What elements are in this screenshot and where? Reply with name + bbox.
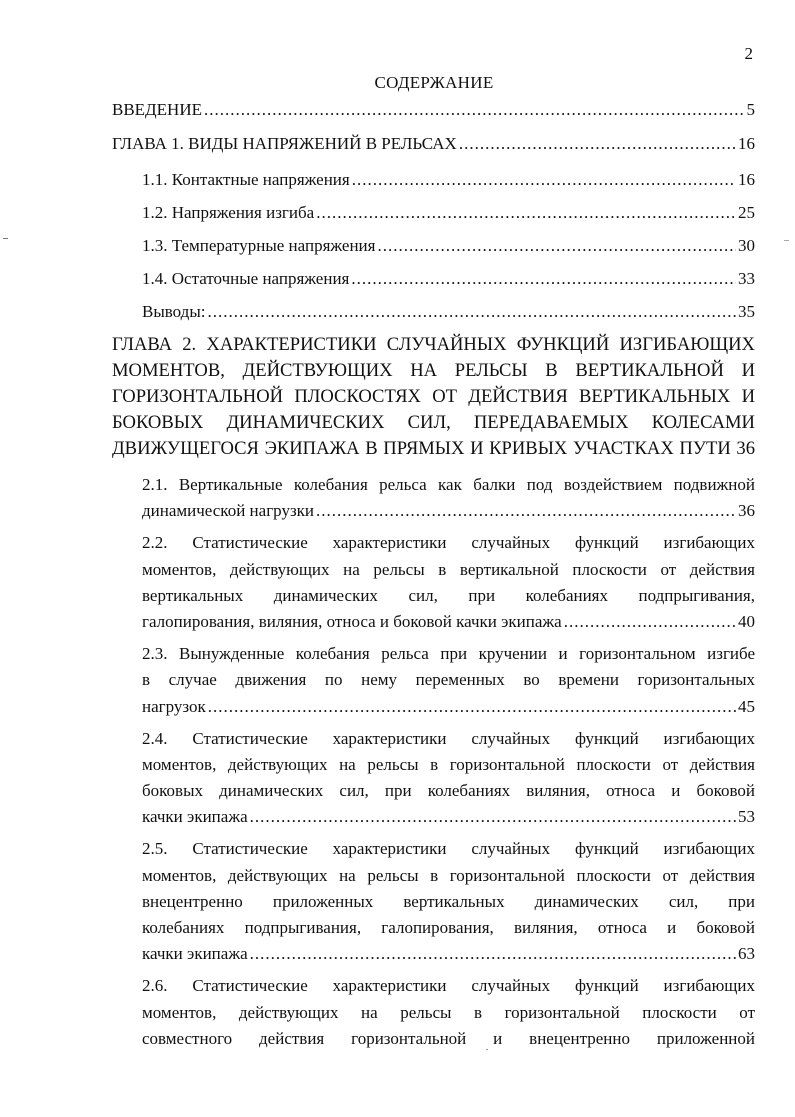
toc-entry-page: 5 (746, 100, 755, 119)
dot-leader (351, 265, 736, 293)
page-title: СОДЕРЖАНИЕ (374, 73, 494, 92)
dot-leader (250, 804, 736, 830)
section-text-line: 2.3. Вынужденные колебания рельса при кручении и горизонтальном изгибе (142, 644, 755, 664)
toc-entry-section[interactable] (112, 641, 755, 720)
dot-leader (459, 130, 736, 158)
toc-entry-page: 63 (738, 944, 755, 964)
section-text-line: 2.5. Статистические характеристики случайных функций изгибающих (142, 839, 755, 859)
toc-entry-page: 45 (738, 696, 755, 716)
toc-entry-page: 25 (738, 203, 755, 222)
chapter-title-line: МОМЕНТОВ, ДЕЙСТВУЮЩИХ НА РЕЛЬСЫ В ВЕРТИКАЛЬНОЙ И (112, 360, 755, 381)
dot-leader (250, 941, 736, 967)
toc-entry-page: 40 (738, 611, 755, 631)
section-text-line: моментов, действующих на рельсы в горизонтальной плоскости от действия (142, 865, 755, 885)
toc-entry-label: ГЛАВА 1. ВИДЫ НАПРЯЖЕНИЙ В РЕЛЬСАХ (112, 134, 457, 153)
toc-entry-label: качки экипажа (142, 807, 248, 827)
toc-entry-conclusions[interactable] (112, 298, 755, 326)
dot-leader (316, 199, 736, 227)
toc-entry-label: 1.2. Напряжения изгиба (142, 203, 315, 222)
toc-entry-label: 1.1. Контактные напряжения (142, 170, 350, 189)
scan-mark (486, 1049, 488, 1050)
dot-leader (377, 232, 736, 260)
section-text-line: совместного действия горизонтальной и внецентренно приложенной (142, 1028, 755, 1048)
toc-entry-page: 36 (738, 501, 755, 521)
dot-leader (204, 96, 745, 124)
section-text-line: 2.2. Статистические характеристики случайных функций изгибающих (142, 533, 755, 553)
toc-entry-section[interactable] (112, 530, 755, 635)
toc-entry-label: нагрузок (142, 696, 206, 716)
toc-entry-section[interactable] (112, 232, 755, 260)
toc-entry-page: 33 (738, 269, 755, 288)
table-of-contents (112, 96, 755, 1058)
toc-entry-label: 1.3. Температурные напряжения (142, 236, 376, 255)
section-text-line: моментов, действующих на рельсы в горизонтальной плоскости от (142, 1002, 755, 1022)
toc-entry-label: 1.4. Остаточные напряжения (142, 269, 350, 288)
toc-entry-label: ВВЕДЕНИЕ (112, 100, 202, 119)
toc-entry-page: 16 (738, 170, 755, 189)
section-text-line: 2.1. Вертикальные колебания рельса как балки под воздействием подвижной (142, 475, 755, 494)
toc-entry-chapter2[interactable] (112, 332, 755, 462)
toc-entry-section[interactable] (112, 973, 755, 1052)
toc-entry-chapter1[interactable] (112, 130, 755, 158)
page-number: 2 (744, 44, 753, 63)
section-text-line: моментов, действующих на рельсы в вертикальной плоскости от действия (142, 559, 755, 579)
dot-leader (316, 498, 736, 524)
toc-entry-section[interactable] (112, 265, 755, 293)
chapter-title-line: ГОРИЗОНТАЛЬНОЙ ПЛОСКОСТЯХ ОТ ДЕЙСТВИЯ ВЕРТИКАЛЬНЫХ И (112, 386, 755, 407)
chapter-title-line: ДВИЖУЩЕГОСЯ ЭКИПАЖА В ПРЯМЫХ И КРИВЫХ УЧАСТКАХ ПУТИ 36 (112, 438, 755, 459)
toc-entry-intro[interactable] (112, 96, 755, 124)
toc-entry-page: 16 (738, 134, 755, 153)
section-text-line: вертикальных динамических сил, при колебаниях подпрыгивания, (142, 585, 755, 605)
toc-entry-label: Выводы: (142, 302, 206, 321)
toc-entry-label: динамической нагрузки (142, 501, 315, 521)
toc-entry-section[interactable] (112, 166, 755, 194)
chapter-title-line: ГЛАВА 2. ХАРАКТЕРИСТИКИ СЛУЧАЙНЫХ ФУНКЦИЙ ИЗГИБАЮЩИХ (112, 334, 755, 355)
dot-leader (352, 166, 736, 194)
toc-entry-section[interactable] (112, 472, 755, 524)
toc-entry-section[interactable] (112, 836, 755, 967)
toc-entry-label: галопирования, виляния, относа и боковой качки экипажа (142, 611, 562, 631)
section-text-line: моментов, действующих на рельсы в горизонтальной плоскости от действия (142, 754, 755, 774)
dot-leader (207, 298, 736, 326)
dot-leader (208, 694, 736, 720)
section-text-line: в случае движения по нему переменных во времени горизонтальных (142, 670, 755, 690)
section-text-line: колебаниях подпрыгивания, галопирования, виляния, относа и боковой (142, 918, 755, 937)
dot-leader (564, 609, 736, 635)
scan-mark (784, 240, 789, 241)
section-text-line: 2.6. Статистические характеристики случайных функций изгибающих (142, 976, 755, 996)
toc-entry-section[interactable] (112, 726, 755, 831)
chapter-title-line: БОКОВЫХ ДИНАМИЧЕСКИХ СИЛ, ПЕРЕДАВАЕМЫХ КОЛЕСАМИ (112, 412, 755, 433)
section-text-line: внецентренно приложенных вертикальных динамических сил, при (142, 891, 755, 911)
toc-entry-page: 35 (738, 302, 755, 321)
toc-entry-page: 53 (738, 807, 755, 827)
section-text-line: боковых динамических сил, при колебаниях виляния, относа и боковой (142, 781, 755, 801)
toc-entry-label: качки экипажа (142, 944, 248, 964)
section-text-line: 2.4. Статистические характеристики случайных функций изгибающих (142, 728, 755, 748)
scan-mark (3, 238, 8, 239)
toc-entry-section[interactable] (112, 199, 755, 227)
toc-entry-page: 30 (738, 236, 755, 255)
